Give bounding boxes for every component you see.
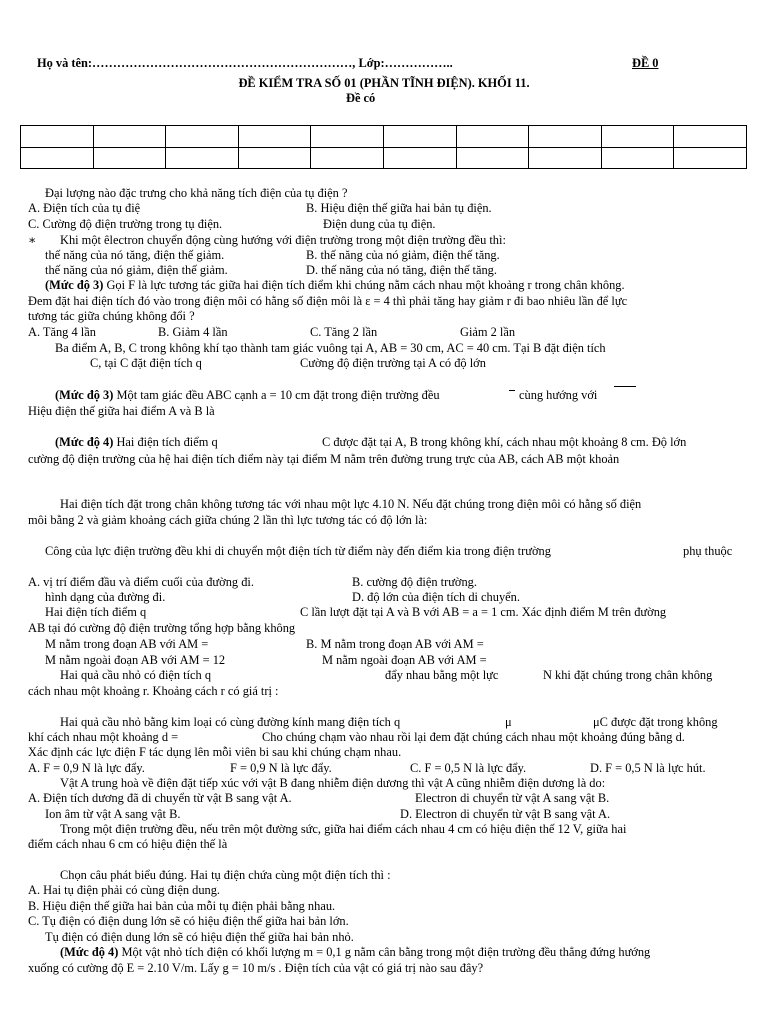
q11-option-a: A. F = 0,9 N là lực đẩy. — [28, 761, 145, 775]
q14-stem: Chọn câu phát biểu đúng. Hai tụ điện chứa cùng một điện tích thì : — [60, 868, 391, 882]
q5-stem-1b: cùng hướng với — [519, 388, 598, 402]
q9-option-c: M nằm ngoài đoạn AB với AM = 12 — [45, 653, 226, 667]
exam-subtitle: Đề có — [346, 91, 376, 105]
answer-grid — [20, 125, 747, 169]
q15-line-1 — [60, 946, 650, 958]
q14-option-d: Tụ điện có điện dung lớn sẽ có hiệu điện thế giữa hai bản nhỏ. — [45, 930, 354, 944]
q9-option-b: B. M nằm trong đoạn AB với AM = — [306, 637, 484, 651]
q15-level: (Mức độ 4) — [60, 945, 119, 959]
q12-option-d: D. Electron di chuyển từ vật B sang vật A. — [400, 807, 611, 821]
q12-option-a: A. Điện tích dương đã di chuyển từ vật B sang vật A. — [28, 791, 292, 805]
q1-option-a: A. Điện tích của tụ điệ — [28, 201, 141, 215]
q1-option-c: C. Cường độ điện trường trong tụ điện. — [28, 217, 223, 231]
q3-option-d: Giảm 2 lần — [460, 325, 516, 339]
answer-cell — [529, 126, 602, 148]
q14-option-a: A. Hai tụ điện phải có cùng điện dung. — [28, 883, 221, 897]
q11-option-d: D. F = 0,5 N là lực hút. — [590, 761, 706, 775]
q8-stem: Công của lực điện trường đều khi di chuyển một điện tích từ điểm này đến điểm kia trong điện trường — [45, 544, 551, 558]
q4-stem-2a: C, tại C đặt điện tích q — [90, 356, 202, 370]
q5-line-1 — [55, 389, 440, 401]
q6-level: (Mức độ 4) — [55, 435, 114, 449]
answer-cell — [93, 147, 166, 169]
q11-stem-3: Xác định các lực điện F tác dụng lên mỗi viên bi sau khi chúng chạm nhau. — [28, 745, 402, 759]
bullet-icon: ∗ — [28, 233, 37, 247]
q3-option-a: A. Tăng 4 lần — [28, 325, 96, 339]
q12-stem: Vật A trung hoà về điện đặt tiếp xúc với vật B đang nhiễm điện dương thì vật A cũng nhiễm điện dương là do: — [60, 776, 606, 790]
q3-line-1 — [45, 279, 625, 291]
answer-cell — [456, 126, 529, 148]
q4-stem-1: Ba điểm A, B, C trong không khí tạo thành tam giác vuông tại A, AB = 30 cm, AC = 40 cm. Tại B đặt điện tích — [55, 341, 606, 355]
q3-option-b: B. Giảm 4 lần — [158, 325, 228, 339]
answer-cell — [601, 147, 674, 169]
name-class-line: Họ và tên:………………………………………………………, Lớp:…………….. — [37, 56, 453, 70]
answer-cell — [21, 147, 94, 169]
q11-stem-2a: khí cách nhau một khoảng d = — [28, 730, 179, 744]
q2-option-d: D. thế năng của nó tăng, điện thế tăng. — [306, 263, 497, 277]
exam-title: ĐỀ KIỂM TRA SỐ 01 (PHẦN TĨNH ĐIỆN). KHỐI 11. — [238, 76, 530, 90]
q12-option-c: Ion âm từ vật A sang vật B. — [45, 807, 181, 821]
answer-cell — [456, 147, 529, 169]
q10-stem-1b: đẩy nhau bằng một lực — [385, 668, 499, 682]
q9-stem-1a: Hai điện tích điểm q — [45, 605, 147, 619]
q9-stem-1b: C lần lượt đặt tại A và B với AB = a = 1 cm. Xác định điểm M trên đường — [300, 605, 667, 619]
q3-stem-2: Đem đặt hai điện tích đó vào trong điện môi có hằng số điện môi là ε = 4 thì phải tăng hay giảm r đi bao nhiêu lần để lực — [28, 294, 628, 308]
answer-grid-row — [21, 126, 747, 148]
q11-stem-1b: μ — [505, 715, 512, 729]
q3-stem-1: Gọi F là lực tương tác giữa hai điện tích điểm khi chúng nằm cách nhau một khoảng r trong chân không. — [106, 278, 625, 292]
answer-cell — [529, 147, 602, 169]
q8-option-d: D. độ lớn của điện tích di chuyển. — [352, 590, 520, 604]
answer-cell — [238, 147, 311, 169]
q5-stem-2: Hiệu điện thế giữa hai điểm A và B là — [28, 404, 215, 418]
answer-cell — [601, 126, 674, 148]
q9-option-a: M nằm trong đoạn AB với AM = — [45, 637, 209, 651]
q3-stem-3: tương tác giữa chúng không đổi ? — [28, 309, 195, 323]
q1-option-b: B. Hiệu điện thế giữa hai bản tụ điện. — [306, 201, 492, 215]
answer-cell — [383, 147, 456, 169]
vector-arrow-icon — [614, 386, 636, 387]
q2-option-c: thế năng của nó giảm, điện thế giảm. — [45, 263, 228, 277]
q2-option-b: B. thế năng của nó giảm, điện thế tăng. — [306, 248, 500, 262]
q10-stem-1c: N khi đặt chúng trong chân không — [543, 668, 713, 682]
q2-option-a: thế năng của nó tăng, điện thế giảm. — [45, 248, 225, 262]
q14-option-c: C. Tụ điện có điện dung lớn sẽ có hiệu điện thế giữa hai bản lớn. — [28, 914, 349, 928]
q5-stem-1: Một tam giác đều ABC cạnh a = 10 cm đặt trong điện trường đều — [116, 388, 440, 402]
q8-option-c: hình dạng của đường đi. — [45, 590, 166, 604]
answer-cell — [238, 126, 311, 148]
q13-stem-1: Trong một điện trường đều, nếu trên một đường sức, giữa hai điểm cách nhau 4 cm có hiệu điện thế 12 V, giữa hai — [60, 822, 627, 836]
q6-line-1 — [55, 436, 218, 448]
q11-option-c: C. F = 0,5 N là lực đẩy. — [410, 761, 527, 775]
q4-stem-2b: Cường độ điện trường tại A có độ lớn — [300, 356, 486, 370]
q8-stem-end: phụ thuộc — [683, 544, 733, 558]
answer-cell — [674, 147, 747, 169]
q13-stem-2: điểm cách nhau 6 cm có hiệu điện thế là — [28, 837, 228, 851]
q11-option-b: F = 0,9 N là lực đẩy. — [230, 761, 332, 775]
q14-option-b: B. Hiệu điện thế giữa hai bản của mỗi tụ điện phải bằng nhau. — [28, 899, 336, 913]
answer-grid-row — [21, 147, 747, 169]
answer-cell — [674, 126, 747, 148]
q3-option-c: C. Tăng 2 lần — [310, 325, 378, 339]
q9-option-d: M nằm ngoài đoạn AB với AM = — [322, 653, 487, 667]
exam-code: ĐỀ 0 — [632, 56, 659, 70]
q10-stem-1a: Hai quả cầu nhỏ có điện tích q — [60, 668, 212, 682]
answer-cell — [21, 126, 94, 148]
q12-option-b: Electron di chuyển từ vật A sang vật B. — [415, 791, 610, 805]
q8-option-a: A. vị trí điểm đầu và điểm cuối của đường đi. — [28, 575, 254, 589]
q6-stem-1b: C được đặt tại A, B trong không khí, cách nhau một khoảng 8 cm. Độ lớn — [322, 435, 687, 449]
q10-stem-2: cách nhau một khoảng r. Khoảng cách r có giá trị : — [28, 684, 279, 698]
q7-stem-2: môi bằng 2 và giảm khoảng cách giữa chúng 2 lần thì lực tương tác có độ lớn là: — [28, 513, 428, 527]
q6-stem-1a: Hai điện tích điểm q — [116, 435, 218, 449]
q1-stem: Đại lượng nào đặc trưng cho khả năng tích điện của tụ điện ? — [45, 186, 348, 200]
answer-cell — [383, 126, 456, 148]
answer-cell — [166, 147, 239, 169]
q3-level: (Mức độ 3) — [45, 278, 104, 292]
answer-cell — [311, 147, 384, 169]
q7-stem-1: Hai điện tích đặt trong chân không tương tác với nhau một lực 4.10 N. Nếu đặt chúng trong điện môi có hằng số điện — [60, 497, 642, 511]
q8-option-b: B. cường độ điện trường. — [352, 575, 477, 589]
q2-stem: Khi một êlectron chuyển động cùng hướng với điện trường trong một điện trường đều thì: — [60, 233, 506, 247]
q15-stem-2: xuống có cường độ E = 2.10 V/m. Lấy g = 10 m/s . Điện tích của vật có giá trị nào sau đây? — [28, 961, 484, 975]
answer-cell — [93, 126, 166, 148]
q11-stem-1c: μC được đặt trong không — [593, 715, 718, 729]
q6-stem-2: cường độ điện trường của hệ hai điện tích điểm này tại điểm M nằm trên đường trung trực của AB, cách AB một khoản — [28, 452, 620, 466]
q15-stem-1: Một vật nhỏ tích điện có khối lượng m = 0,1 g nằm cân bằng trong một điện trường đều thẳng đứng hướng — [121, 945, 651, 959]
answer-cell — [166, 126, 239, 148]
q5-level: (Mức độ 3) — [55, 388, 114, 402]
q11-stem-1a: Hai quả cầu nhỏ bằng kim loại có cùng đường kính mang điện tích q — [60, 715, 401, 729]
answer-cell — [311, 126, 384, 148]
vector-arrow-icon — [509, 390, 515, 391]
q11-stem-2b: Cho chúng chạm vào nhau rồi lại đem đặt chúng cách nhau một khoảng đúng bằng d. — [262, 730, 685, 744]
q1-option-d: Điện dung của tụ điện. — [323, 217, 436, 231]
q9-stem-2: AB tại đó cường độ điện trường tổng hợp bằng không — [28, 621, 296, 635]
